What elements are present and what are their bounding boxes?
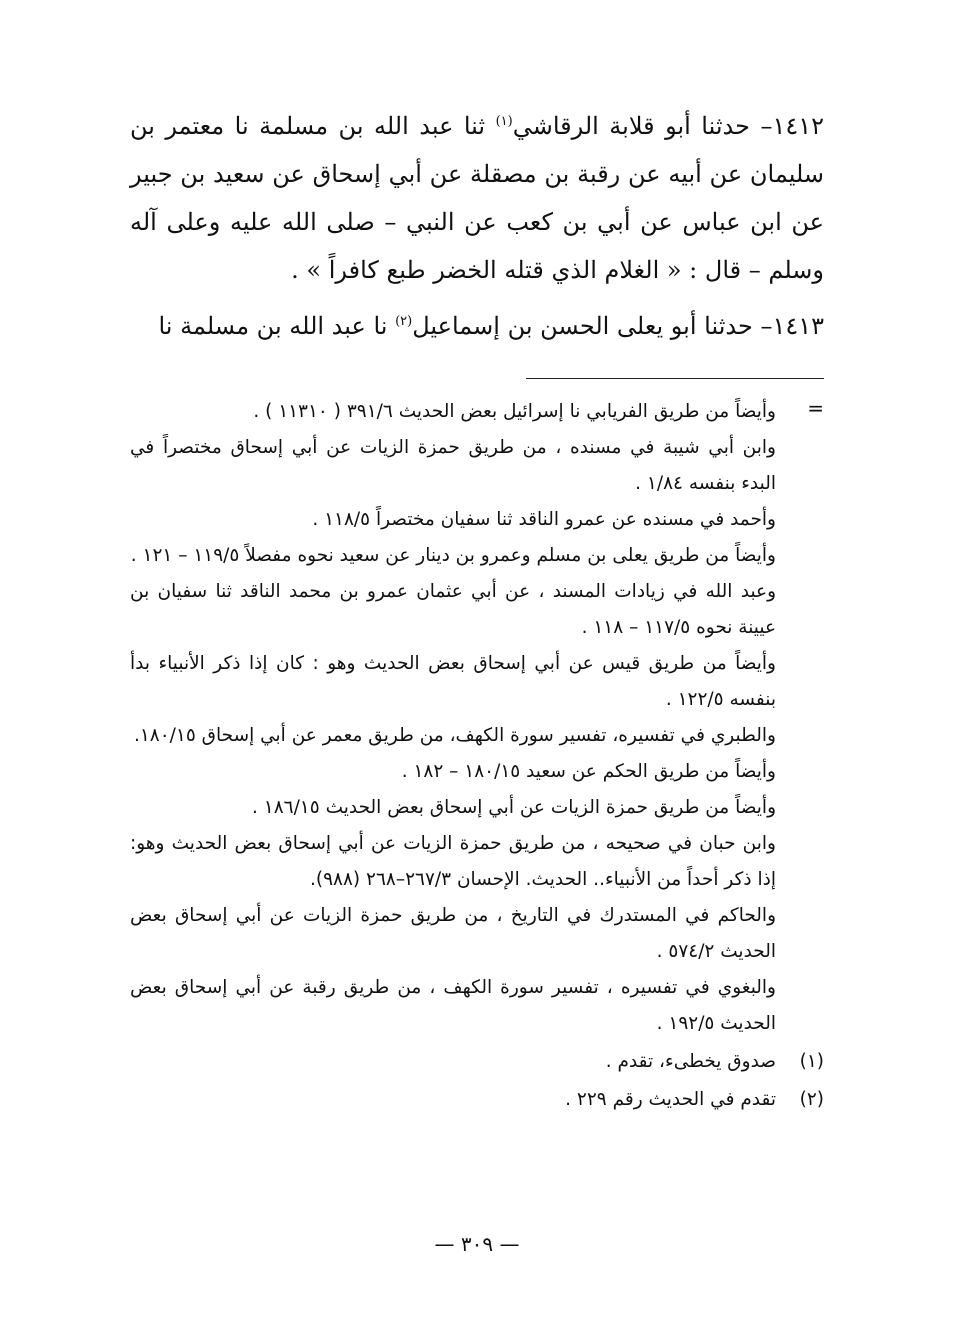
footnote-ref: (١) <box>495 114 513 129</box>
footnote-mark: (١) <box>799 1051 824 1072</box>
footnote-paragraph: والحاكم في المستدرك في التاريخ ، من طريق حمزة الزيات عن أبي إسحاق بعض الحديث ٥٧٤/٢ . <box>130 905 776 962</box>
footnote-note-1 <box>130 1044 824 1080</box>
footnote-paragraph: والبغوي في تفسيره ، تفسير سورة الكهف ، من طريق رقبة عن أبي إسحاق بعض الحديث ١٩٢/٥ . <box>130 977 776 1034</box>
footnote-paragraph: وأيضاً من طريق قيس عن أبي إسحاق بعض الحديث وهو : كان إذا ذكر الأنبياء بدأ بنفسه ١٢٢/٥ . <box>130 653 776 710</box>
footnote-paragraph: وأيضاً من طريق الفريابي نا إسرائيل بعض الحديث ٣٩١/٦ ( ١١٣١٠ ) . <box>253 401 776 422</box>
hadith-number: ١٤١٢– <box>760 112 825 140</box>
footnote-paragraph: وابن حبان في صحيحه ، من طريق حمزة الزيات عن أبي إسحاق بعض الحديث وهو: إذا ذكر أحداً من الأنبياء.. الحديث. الإحسان ٢٦٧/٣–٢٦٨ (٩٨٨). <box>130 833 776 890</box>
footnote-note-text: تقدم في الحديث رقم ٢٢٩ . <box>565 1089 776 1110</box>
footnote-note-2 <box>130 1082 824 1118</box>
footnote-paragraph: وابن أبي شيبة في مسنده ، من طريق حمزة الزيات عن أبي إسحاق مختصراً في البدء بنفسه ١/٨٤ . <box>130 437 776 494</box>
hadith-text: نا عبد الله بن مسلمة نا <box>158 312 396 340</box>
footnote-ref: (٢) <box>395 314 413 329</box>
page-number: — ٣٠٩ — <box>434 1232 520 1256</box>
footnote-paragraph: وأيضاً من طريق حمزة الزيات عن أبي إسحاق بعض الحديث ١٨٦/١٥ . <box>252 797 776 818</box>
footnote-paragraph: وأحمد في مسنده عن عمرو الناقد ثنا سفيان مختصراً ١١٨/٥ . <box>312 509 776 530</box>
continuation-mark: = <box>807 396 824 420</box>
footnote-paragraph: وعبد الله في زيادات المسند ، عن أبي عثمان عمرو بن محمد الناقد ثنا سفيان بن عيينة نحوه ١١٧/٥ – ١١٨ . <box>130 581 776 638</box>
footnote-paragraph: وأيضاً من طريق يعلى بن مسلم وعمرو بن دينار عن سعيد نحوه مفصلاً ١١٩/٥ – ١٢١ . <box>130 545 776 566</box>
footnote-paragraph: وأيضاً من طريق الحكم عن سعيد ١٨٠/١٥ – ١٨٢ . <box>401 761 776 782</box>
footnotes <box>130 394 824 1118</box>
footnote-paragraph: والطبري في تفسيره، تفسير سورة الكهف، من طريق معمر عن أبي إسحاق ١٨٠/١٥. <box>133 725 776 746</box>
footnote-note-text: صدوق يخطىء، تقدم . <box>605 1051 776 1072</box>
main-text <box>130 102 824 358</box>
hadith-1413 <box>130 302 824 350</box>
footnote-mark: (٢) <box>799 1089 824 1110</box>
hadith-number: ١٤١٣– <box>760 312 824 340</box>
hadith-1412 <box>130 102 824 294</box>
footnote-divider <box>526 378 824 379</box>
hadith-text: ثنا عبد الله بن مسلمة نا معتمر بن سليمان عن أبيه عن رقبة بن مصقلة عن أبي إسحاق عن سعيد بن جبير عن ابن عباس عن أبي بن كعب عن النبي – صلى الله عليه وعلى آله وسلم – قال : « الغلام الذي قتله الخضر طبع كافراً » . <box>130 112 824 284</box>
hadith-text: حدثنا أبو يعلى الحسن بن إسماعيل <box>412 312 761 340</box>
hadith-text: حدثنا أبو قلابة الرقاشي <box>512 112 761 140</box>
